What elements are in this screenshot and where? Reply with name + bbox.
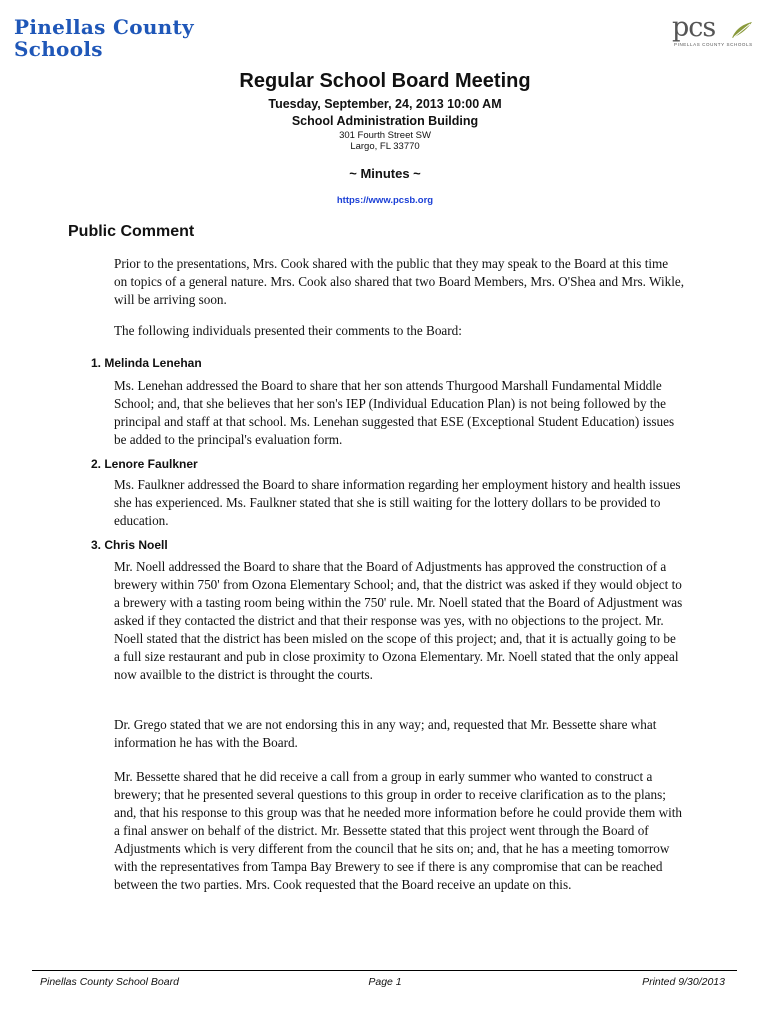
- meeting-building: School Administration Building: [291, 114, 479, 128]
- footer-page-number: Page 1: [368, 976, 402, 988]
- website-link: [0, 195, 770, 206]
- footer-divider: [32, 970, 737, 971]
- footer-organization: Pinellas County School Board: [40, 976, 179, 988]
- speaker-comment: Mr. Noell addressed the Board to share that the Board of Adjustments has approved the construction of a brewery within 750' from Ozona Elementary School; and, that the district was asked if they would object to a brewery with a tasting room being within the 750' rule. Mr. Noell stated that the Board of Adjustment was asked if they contacted the district and that their response was yes, with no objections to the project. Mr. Noell stated that the district has been misled on the scope of this project; and, that it is actually going to be a full size restaurant and pub in close proximity to Ozona Elementary. Mr. Noell stated that the only appeal now availble to the district is throught the courts.: [114, 559, 683, 682]
- address-street: 301 Fourth Street SW: [339, 130, 431, 141]
- speaker-name: 2. Lenore Faulkner: [91, 457, 198, 471]
- section-heading: Public Comment: [68, 223, 195, 240]
- speaker-comment: Ms. Faulkner addressed the Board to share information regarding her employment history and health issues she has experienced. Ms. Faulkner stated that she is still waiting for the lottery dollars to be provided to education.: [114, 477, 681, 528]
- lead-paragraph: The following individuals presented their comments to the Board:: [114, 323, 462, 338]
- grego-response: Dr. Grego stated that we are not endorsing this in any way; and, requested that Mr. Bessette share what information he has with the Board.: [114, 717, 657, 750]
- pcs-logo: [672, 12, 753, 47]
- speaker-name: 3. Chris Noell: [91, 538, 168, 552]
- leaf-icon: [730, 18, 754, 42]
- page-title: Regular School Board Meeting: [239, 70, 531, 92]
- pcs-logo-tagline: PINELLAS COUNTY SCHOOLS: [674, 42, 753, 47]
- address-city: Largo, FL 33770: [350, 141, 420, 152]
- minutes-label: ~ Minutes ~: [349, 166, 421, 181]
- bessette-response: Mr. Bessette shared that he did receive a call from a group in early summer who wanted to construct a brewery; that he presented several questions to this group in order to receive clarification as to the plans; and, that his response to this group was that he needed more information before he could provide them with a final answer on behalf of the district. Mr. Bessette stated that this project went through the Board of Adjustments which is very different from the council that he sits on; and, that he has a meeting tomorrow with the representatives from Tampa Bay Brewery to see if there is any compromise that can be reached between the two parties. Mrs. Cook requested that the Board receive an update on this.: [114, 769, 683, 892]
- logo-line-1: Pinellas County: [14, 15, 194, 39]
- logo-line-2: Schools: [14, 37, 103, 61]
- pinellas-county-schools-logo: [14, 16, 194, 60]
- pcs-logo-text: pcs: [672, 12, 716, 43]
- speaker-name: 1. Melinda Lenehan: [91, 356, 202, 370]
- intro-paragraph: Prior to the presentations, Mrs. Cook shared with the public that they may speak to the Board at this time on topics of a general nature. Mrs. Cook also shared that two Board Members, Mrs. O'Shea and Mrs. Wikle, will be arriving soon.: [114, 256, 685, 307]
- footer-printed-date: Printed 9/30/2013: [642, 976, 725, 988]
- meeting-datetime: Tuesday, September, 24, 2013 10:00 AM: [268, 97, 502, 111]
- speaker-comment: Ms. Lenehan addressed the Board to share that her son attends Thurgood Marshall Fundamental Middle School; and, that she believes that her son's IEP (Individual Education Plan) is not being followed by the principal and staff at that school. Ms. Lenehan suggested that ESE (Exceptional Student Education) issues be added to the principal's evaluation form.: [114, 378, 675, 447]
- website-link-text[interactable]: https://www.pcsb.org: [336, 195, 434, 206]
